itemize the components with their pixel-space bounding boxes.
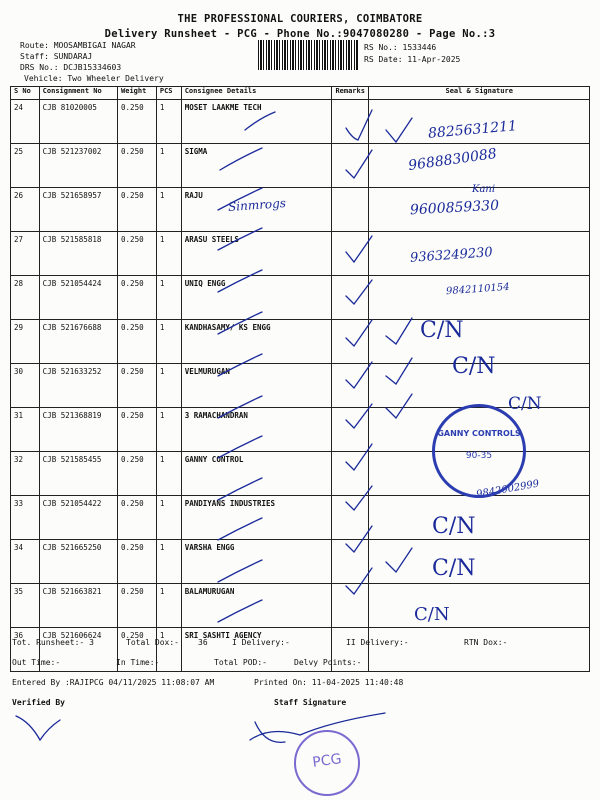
verified-by: Verified By [12, 698, 65, 707]
cell-consignment: CJB 521585455 [39, 452, 117, 496]
cell-pcs: 1 [156, 276, 181, 320]
cell-sno: 27 [11, 232, 40, 276]
col-consignee: Consignee Details [181, 87, 332, 100]
company-title: THE PROFESSIONAL COURIERS, COIMBATORE [177, 13, 423, 25]
ii-delivery: II Delivery:- [346, 638, 409, 647]
cell-consignment: CJB 521368819 [39, 408, 117, 452]
handwriting-r26a: Kani [472, 184, 496, 195]
in-time: In Time:- [116, 658, 160, 667]
handwriting-r29: C/N [420, 318, 464, 343]
cell-sno: 30 [11, 364, 40, 408]
handwriting-r24: 8825631211 [427, 118, 518, 142]
cell-weight: 0.250 [118, 232, 157, 276]
cell-pcs: 1 [156, 496, 181, 540]
total-dox-label: Total Dox:- [126, 638, 179, 647]
cell-pcs: 1 [156, 320, 181, 364]
total-dox-value: 36 [198, 638, 208, 647]
col-sno: S No [11, 87, 40, 100]
cell-consignee: KANDHASAMY/ KS ENGG [181, 320, 332, 364]
cell-pcs: 1 [156, 540, 181, 584]
handwriting-r36: C/N [414, 604, 450, 625]
cell-sno: 26 [11, 188, 40, 232]
staff-signature: Staff Signature [274, 698, 347, 707]
cell-consignee: UNIQ ENGG [181, 276, 332, 320]
rs-date: RS Date: 11-Apr-2025 [364, 55, 461, 64]
cell-consignment: CJB 521054422 [39, 496, 117, 540]
i-delivery: I Delivery:- [232, 638, 290, 647]
cell-sno: 32 [11, 452, 40, 496]
cell-pcs: 1 [156, 232, 181, 276]
handwriting-r35: C/N [432, 556, 476, 581]
cell-weight: 0.250 [118, 188, 157, 232]
cell-sno: 31 [11, 408, 40, 452]
rs-number: RS No.: 1533446 [364, 43, 437, 52]
cell-consignment: CJB 521585818 [39, 232, 117, 276]
col-remarks: Remarks [332, 87, 369, 100]
cell-weight: 0.250 [118, 100, 157, 144]
cell-pcs: 1 [156, 408, 181, 452]
printed-on: Printed On: 11-04-2025 11:40:48 [254, 678, 404, 687]
drs-info: DRS No.: DCJB15334603 [20, 63, 122, 72]
stamp-inner-text: 90-35 [465, 451, 493, 461]
cell-consignee: SRI SASHTI AGENCY [181, 628, 332, 672]
handwriting-r31: C/N [508, 394, 542, 414]
col-weight: Weight [118, 87, 157, 100]
cell-sno: 35 [11, 584, 40, 628]
cell-weight: 0.250 [118, 144, 157, 188]
cell-weight: 0.250 [118, 320, 157, 364]
cell-pcs: 1 [156, 100, 181, 144]
out-time: Out Time:- [12, 658, 61, 667]
handwriting-r27: 9363249230 [409, 245, 494, 266]
runsheet-subtitle: Delivery Runsheet - PCG - Phone No.:9047080280 - Page No.:3 [104, 28, 496, 40]
cell-consignment: CJB 521658957 [39, 188, 117, 232]
cell-consignee: GANNY CONTROL [181, 452, 332, 496]
cell-pcs: 1 [156, 188, 181, 232]
cell-sno: 36 [11, 628, 40, 672]
handwriting-r30: C/N [452, 354, 496, 379]
cell-weight: 0.250 [118, 364, 157, 408]
pcg-stamp-text: PCG [311, 751, 343, 771]
cell-pcs: 1 [156, 628, 181, 672]
cell-weight: 0.250 [118, 584, 157, 628]
cell-sno: 34 [11, 540, 40, 584]
cell-consignee: ARASU STEELS [181, 232, 332, 276]
handwriting-r33: 9842002999 [475, 478, 541, 501]
cell-pcs: 1 [156, 452, 181, 496]
cell-weight: 0.250 [118, 452, 157, 496]
cell-sno: 25 [11, 144, 40, 188]
vehicle-info: Vehicle: Two Wheeler Delivery [24, 74, 164, 83]
cell-weight: 0.250 [118, 628, 157, 672]
cell-consignee: BALAMURUGAN [181, 584, 332, 628]
handwriting-r28: 9842110154 [445, 281, 510, 298]
cell-pcs: 1 [156, 364, 181, 408]
cell-consignee: VARSHA ENGG [181, 540, 332, 584]
handwriting-r26c: Sinmrogs [227, 195, 287, 215]
cell-consignment: CJB 521237002 [39, 144, 117, 188]
delvy-points: Delvy Points:- [294, 658, 362, 667]
pcg-stamp [294, 730, 360, 796]
cell-weight: 0.250 [118, 540, 157, 584]
total-pod: Total POD:- [214, 658, 267, 667]
cell-pcs: 1 [156, 144, 181, 188]
cell-sno: 28 [11, 276, 40, 320]
stamp-text: GANNY CONTROLS [437, 429, 521, 438]
cell-consignment: CJB 521054424 [39, 276, 117, 320]
cell-consignee: VELMURUGAN [181, 364, 332, 408]
cell-pcs: 1 [156, 584, 181, 628]
col-consignment: Consignment No [39, 87, 117, 100]
cell-sno: 24 [11, 100, 40, 144]
cell-sno: 33 [11, 496, 40, 540]
entered-by: Entered By :RAJIPCG 04/11/2025 11:08:07 AM [12, 678, 215, 687]
cell-consignee: RAJU [181, 188, 332, 232]
cell-consignee: 3 RAMACHANDRAN [181, 408, 332, 452]
cell-weight: 0.250 [118, 276, 157, 320]
cell-consignment: CJB 81020005 [39, 100, 117, 144]
cell-consignment: CJB 521676688 [39, 320, 117, 364]
col-pcs: PCS [156, 87, 181, 100]
cell-consignee: PANDIYANS INDUSTRIES [181, 496, 332, 540]
cell-consignment: CJB 521663821 [39, 584, 117, 628]
cell-consignment: CJB 521665250 [39, 540, 117, 584]
cell-consignment: CJB 521633252 [39, 364, 117, 408]
cell-weight: 0.250 [118, 496, 157, 540]
cell-weight: 0.250 [118, 408, 157, 452]
tot-runsheet: Tot. Runsheet:- 3 [12, 638, 94, 647]
cell-sno: 29 [11, 320, 40, 364]
route-info: Route: MOOSAMBIGAI NAGAR [20, 41, 136, 50]
handwriting-r26b: 9600859330 [409, 197, 500, 219]
cell-consignee: SIGMA [181, 144, 332, 188]
cell-consignment: CJB 521606624 [39, 628, 117, 672]
rtn-dox: RTN Dox:- [464, 638, 508, 647]
handwriting-r25: 9688830088 [407, 145, 498, 175]
cell-consignee: MOSET LAAKME TECH [181, 100, 332, 144]
col-seal: Seal & Signature [369, 87, 590, 100]
staff-info: Staff: SUNDARAJ [20, 52, 93, 61]
ganny-controls-stamp [432, 404, 526, 498]
handwriting-r34: C/N [432, 514, 476, 539]
